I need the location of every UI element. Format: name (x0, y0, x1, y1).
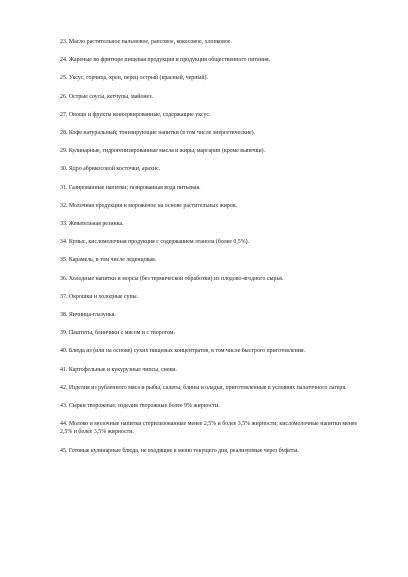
list-item: 37. Окрошки и холодные супы. (60, 293, 139, 300)
list-item: 45. Готовые кулинарные блюда, не входящие в меню текущего дня, реализуемые через буфеты. (60, 447, 299, 454)
list-item: 30. Ядро абрикосовой косточки, арахис. (60, 166, 161, 173)
list-item: 35. Карамель, в том числе леденцовая. (60, 257, 157, 264)
list-item: 36. Холодные напитки и морсы (без термической обработки) из плодово-ягодного сырья. (60, 275, 284, 282)
list-item: 38. Яичница-глазунья. (60, 312, 116, 319)
prohibited-foods-list (60, 38, 360, 465)
list-item: 44. Молоко и молочные напитки стерилизованные менее 2,5% и более 3,5% жирности; кисломолочные напитки менее 2,5% и более 3,5% жирности. (60, 421, 358, 436)
list-item: 42. Изделия из рубленного мяса и рыбы, салаты, блины и оладьи, приготовленные в условиях палаточного лагеря. (60, 384, 347, 391)
list-item: 40. Блюда из (или на основе) сухих пищевых концентратов, в том числе быстрого приготовления. (60, 348, 306, 355)
list-item: 32. Молочная продукция и мороженое на основе растительных жиров. (60, 202, 237, 209)
list-item: 25. Уксус, горчица, хрен, перец острый (красный, черный). (60, 75, 208, 82)
list-item: 33. Жевательная резинка. (60, 221, 124, 228)
list-item: 26. Острые соусы, кетчупы, майонез. (60, 93, 154, 100)
list-item: 27. Овощи и фрукты консервированные, содержащие уксус. (60, 111, 211, 118)
list-item: 41. Картофельные и кукурузные чипсы, снеки. (60, 366, 177, 373)
list-item: 29. Кулинарные, гидрогенизированные масла и жиры, маргарин (кроме выпечки). (60, 148, 266, 155)
list-item: 43. Сырки творожные; изделия творожные более 9% жирности. (60, 403, 220, 410)
list-item: 24. Жареные во фритюре пищевая продукция и продукция общественного питания. (60, 57, 271, 64)
list-item: 39. Паштеты, блинчики с мясом и с творогом. (60, 330, 175, 337)
list-item: 23. Масло растительное пальмовое, рапсовое, кокосовое, хлопковое. (60, 39, 232, 45)
list-item: 31. Газированные напитки; газированная вода питьевая. (60, 184, 201, 191)
list-item: 28. Кофе натуральный; тонизирующие напитки (в том числе энергетические). (60, 130, 256, 137)
list-item: 34. Кумыс, кисломолочная продукция с содержанием этанола (более 0,5%). (60, 239, 250, 246)
